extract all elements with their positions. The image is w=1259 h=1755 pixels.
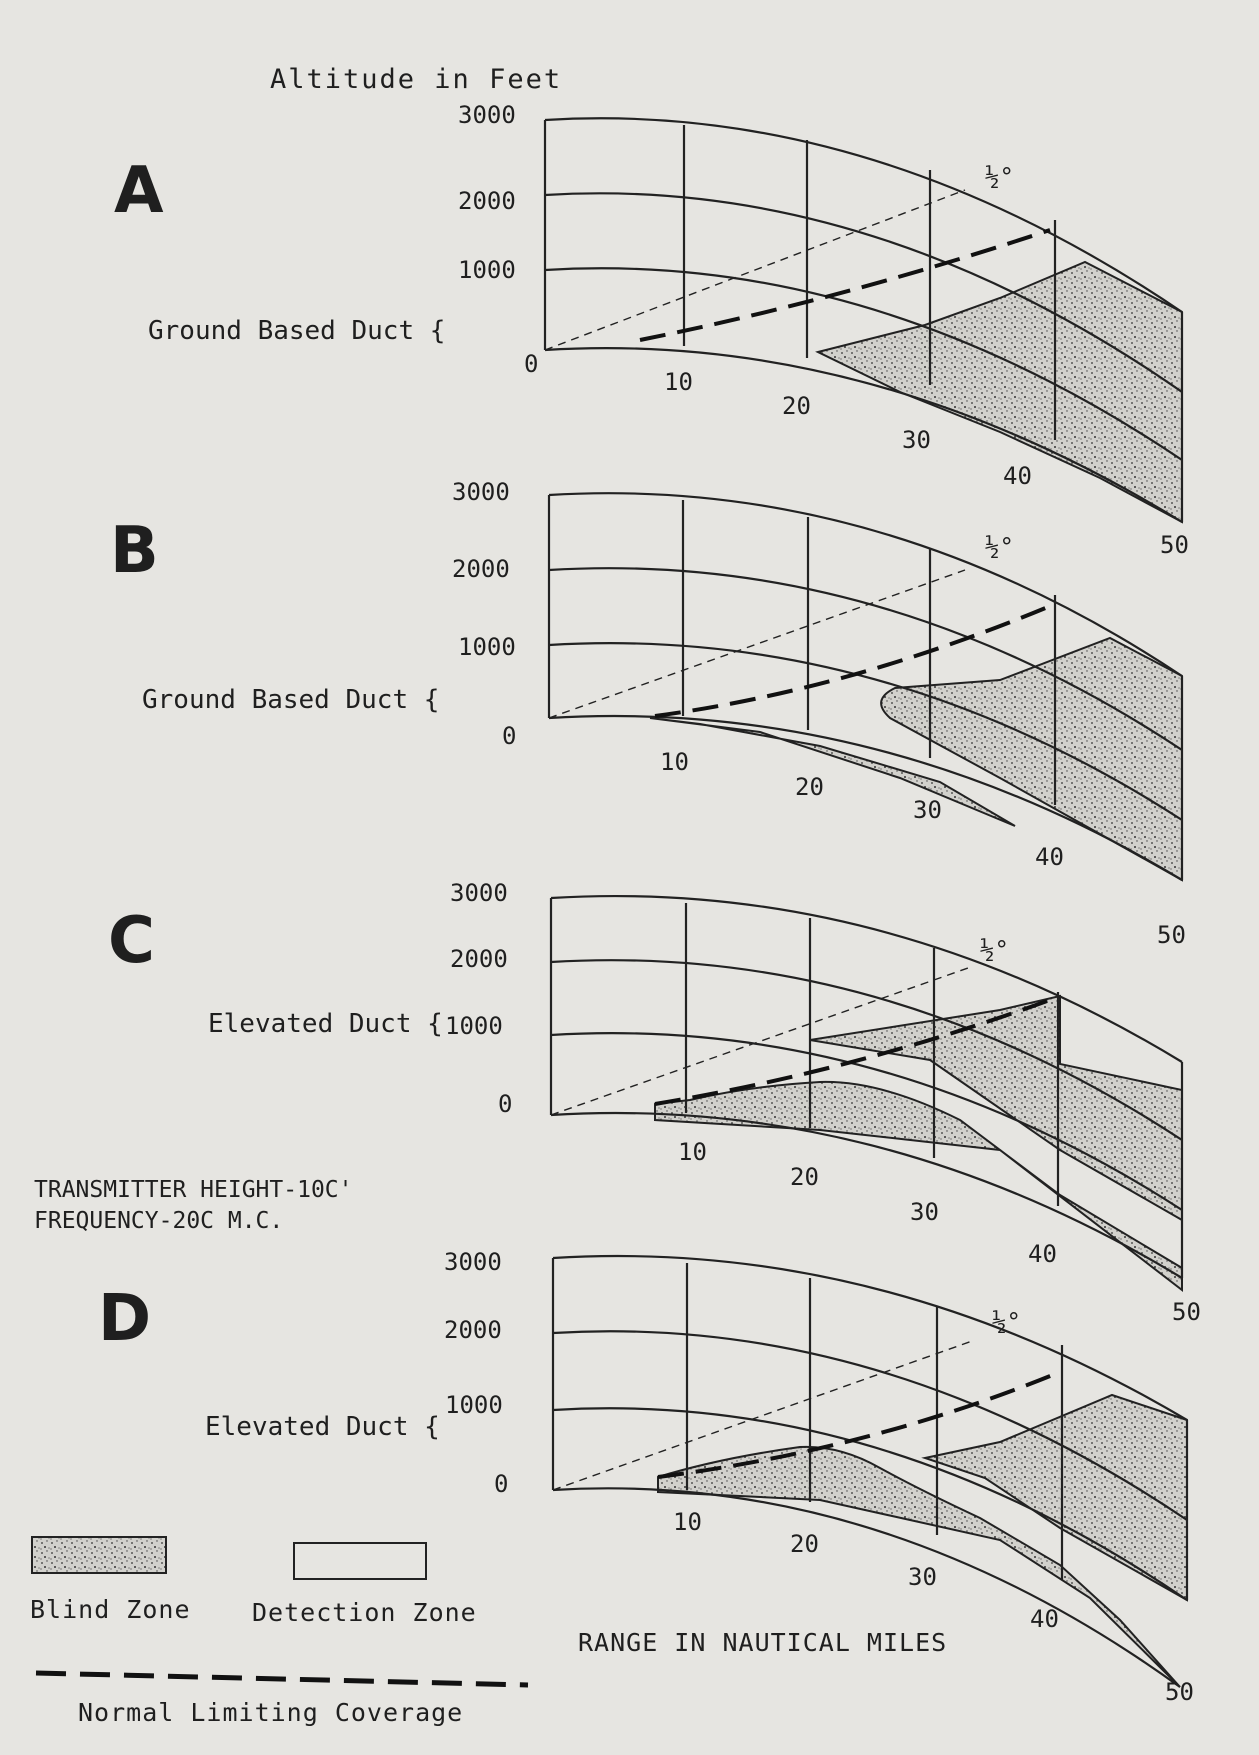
- normal-limiting-swatch: [36, 1673, 528, 1685]
- altitude-tick: 2000: [452, 555, 510, 583]
- panel-letter: C: [108, 904, 155, 978]
- angle-label: ½°: [985, 533, 1014, 561]
- range-tick: 10: [664, 368, 693, 396]
- blind-zone-swatch: [32, 1537, 166, 1573]
- panel-letter: A: [114, 154, 164, 228]
- transmitter-note-line2: FREQUENCY-20C M.C.: [34, 1208, 284, 1234]
- altitude-tick: 0: [524, 350, 539, 378]
- duct-label: Elevated Duct {: [208, 1009, 443, 1039]
- transmitter-note-line1: TRANSMITTER HEIGHT-10C': [34, 1177, 353, 1203]
- altitude-tick: 1000: [458, 256, 516, 284]
- altitude-tick: 3000: [444, 1248, 502, 1276]
- blind-zone-label: Blind Zone: [30, 1595, 191, 1624]
- duct-label: Elevated Duct {: [205, 1412, 440, 1442]
- panel-a: [114, 101, 1189, 559]
- range-tick: 20: [790, 1163, 819, 1191]
- x-axis-title: RANGE IN NAUTICAL MILES: [578, 1628, 948, 1657]
- range-tick: 20: [795, 773, 824, 801]
- altitude-tick: 1000: [445, 1012, 503, 1040]
- altitude-tick: 0: [494, 1470, 509, 1498]
- range-tick: 30: [908, 1563, 937, 1591]
- altitude-tick: 2000: [450, 945, 508, 973]
- range-tick: 10: [678, 1138, 707, 1166]
- panel-b: [110, 478, 1186, 949]
- range-tick: 40: [1003, 462, 1032, 490]
- range-tick: 30: [913, 796, 942, 824]
- range-tick: 50: [1172, 1298, 1201, 1326]
- range-tick: 50: [1157, 921, 1186, 949]
- range-tick: 40: [1030, 1605, 1059, 1633]
- angle-label: ½°: [992, 1308, 1021, 1336]
- range-tick: 30: [902, 426, 931, 454]
- range-tick: 50: [1165, 1678, 1194, 1706]
- altitude-tick: 3000: [452, 478, 510, 506]
- altitude-tick: 2000: [458, 187, 516, 215]
- legend: [30, 1537, 528, 1727]
- duct-label: Ground Based Duct {: [142, 685, 440, 715]
- altitude-tick: 1000: [458, 633, 516, 661]
- blind-zone: [881, 638, 1182, 880]
- altitude-tick: 2000: [444, 1316, 502, 1344]
- range-tick: 10: [673, 1508, 702, 1536]
- altitude-tick: 0: [498, 1090, 513, 1118]
- altitude-tick: 1000: [445, 1391, 503, 1419]
- detection-zone-swatch: [294, 1543, 426, 1579]
- altitude-curve: [553, 1256, 1187, 1420]
- y-axis-title: Altitude in Feet: [270, 64, 563, 95]
- altitude-tick: 3000: [450, 879, 508, 907]
- panel-letter: D: [98, 1282, 152, 1356]
- range-tick: 10: [660, 748, 689, 776]
- panel-c: [108, 879, 1201, 1326]
- panel-letter: B: [110, 514, 159, 588]
- angle-label: ½°: [980, 936, 1009, 964]
- range-tick: 50: [1160, 531, 1189, 559]
- angle-label: ½°: [985, 163, 1014, 191]
- blind-zone: [818, 262, 1182, 522]
- range-tick: 20: [790, 1530, 819, 1558]
- range-tick: 40: [1028, 1240, 1057, 1268]
- range-tick: 40: [1035, 843, 1064, 871]
- altitude-tick: 3000: [458, 101, 516, 129]
- range-tick: 20: [782, 392, 811, 420]
- detection-zone-label: Detection Zone: [252, 1598, 477, 1627]
- range-tick: 30: [910, 1198, 939, 1226]
- altitude-tick: 0: [502, 722, 517, 750]
- half-degree-line: [545, 190, 965, 350]
- normal-limiting-label: Normal Limiting Coverage: [78, 1698, 464, 1727]
- duct-label: Ground Based Duct {: [148, 316, 446, 346]
